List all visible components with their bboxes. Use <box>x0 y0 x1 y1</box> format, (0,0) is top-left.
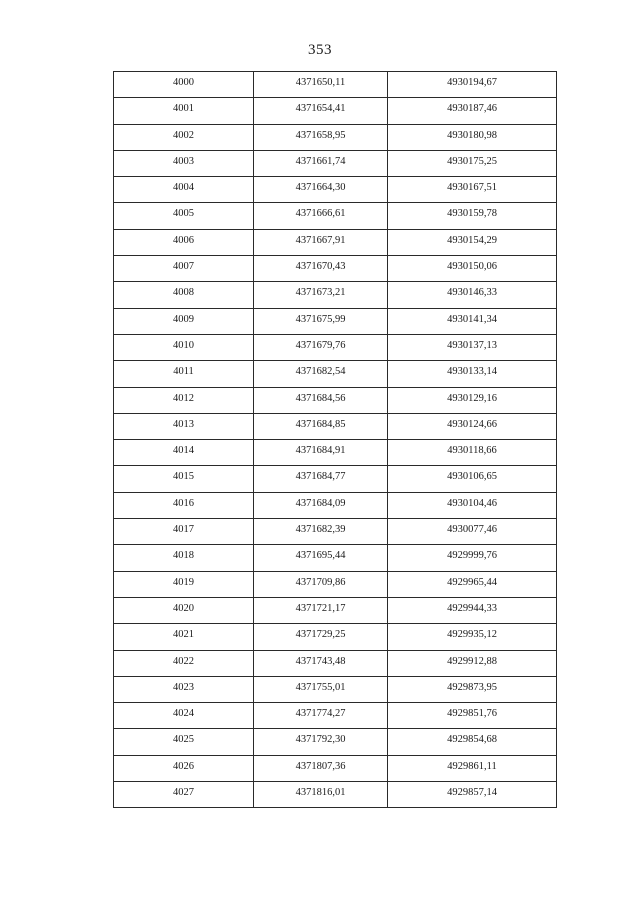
x-coordinate-cell: 4371682,54 <box>254 361 388 387</box>
x-coordinate-cell: 4371743,48 <box>254 650 388 676</box>
point-number-cell: 4021 <box>114 624 254 650</box>
x-coordinate-cell: 4371721,17 <box>254 597 388 623</box>
table-body <box>114 72 557 808</box>
point-number-cell: 4009 <box>114 308 254 334</box>
y-coordinate-cell: 4930077,46 <box>388 519 557 545</box>
x-coordinate-cell: 4371684,91 <box>254 440 388 466</box>
y-coordinate-cell: 4929854,68 <box>388 729 557 755</box>
table-row <box>114 308 557 334</box>
y-coordinate-cell: 4930104,46 <box>388 492 557 518</box>
x-coordinate-cell: 4371729,25 <box>254 624 388 650</box>
y-coordinate-cell: 4930129,16 <box>388 387 557 413</box>
y-coordinate-cell: 4930141,34 <box>388 308 557 334</box>
table-row <box>114 519 557 545</box>
table-row <box>114 282 557 308</box>
point-number-cell: 4002 <box>114 124 254 150</box>
table-row <box>114 545 557 571</box>
table-row <box>114 256 557 282</box>
table-row <box>114 203 557 229</box>
table-row <box>114 98 557 124</box>
table-row <box>114 676 557 702</box>
y-coordinate-cell: 4930124,66 <box>388 413 557 439</box>
table-row <box>114 571 557 597</box>
point-number-cell: 4026 <box>114 755 254 781</box>
y-coordinate-cell: 4929965,44 <box>388 571 557 597</box>
point-number-cell: 4008 <box>114 282 254 308</box>
x-coordinate-cell: 4371792,30 <box>254 729 388 755</box>
x-coordinate-cell: 4371755,01 <box>254 676 388 702</box>
table-row <box>114 650 557 676</box>
y-coordinate-cell: 4929873,95 <box>388 676 557 702</box>
x-coordinate-cell: 4371666,61 <box>254 203 388 229</box>
table-row <box>114 387 557 413</box>
x-coordinate-cell: 4371664,30 <box>254 177 388 203</box>
point-number-cell: 4011 <box>114 361 254 387</box>
x-coordinate-cell: 4371667,91 <box>254 229 388 255</box>
x-coordinate-cell: 4371658,95 <box>254 124 388 150</box>
x-coordinate-cell: 4371654,41 <box>254 98 388 124</box>
x-coordinate-cell: 4371679,76 <box>254 334 388 360</box>
y-coordinate-cell: 4930180,98 <box>388 124 557 150</box>
y-coordinate-cell: 4930194,67 <box>388 72 557 98</box>
x-coordinate-cell: 4371675,99 <box>254 308 388 334</box>
x-coordinate-cell: 4371684,09 <box>254 492 388 518</box>
x-coordinate-cell: 4371807,36 <box>254 755 388 781</box>
y-coordinate-cell: 4930167,51 <box>388 177 557 203</box>
y-coordinate-cell: 4929857,14 <box>388 782 557 808</box>
table-row <box>114 755 557 781</box>
y-coordinate-cell: 4930159,78 <box>388 203 557 229</box>
x-coordinate-cell: 4371695,44 <box>254 545 388 571</box>
y-coordinate-cell: 4929912,88 <box>388 650 557 676</box>
point-number-cell: 4019 <box>114 571 254 597</box>
point-number-cell: 4023 <box>114 676 254 702</box>
y-coordinate-cell: 4930187,46 <box>388 98 557 124</box>
point-number-cell: 4020 <box>114 597 254 623</box>
y-coordinate-cell: 4930118,66 <box>388 440 557 466</box>
x-coordinate-cell: 4371709,86 <box>254 571 388 597</box>
point-number-cell: 4027 <box>114 782 254 808</box>
x-coordinate-cell: 4371682,39 <box>254 519 388 545</box>
point-number-cell: 4017 <box>114 519 254 545</box>
table-row <box>114 466 557 492</box>
point-number-cell: 4003 <box>114 150 254 176</box>
point-number-cell: 4005 <box>114 203 254 229</box>
point-number-cell: 4018 <box>114 545 254 571</box>
point-number-cell: 4007 <box>114 256 254 282</box>
point-number-cell: 4012 <box>114 387 254 413</box>
table-row <box>114 177 557 203</box>
x-coordinate-cell: 4371684,56 <box>254 387 388 413</box>
y-coordinate-cell: 4929861,11 <box>388 755 557 781</box>
y-coordinate-cell: 4930175,25 <box>388 150 557 176</box>
y-coordinate-cell: 4930150,06 <box>388 256 557 282</box>
table-row <box>114 624 557 650</box>
table-row <box>114 597 557 623</box>
table-row <box>114 124 557 150</box>
table-row <box>114 413 557 439</box>
point-number-cell: 4013 <box>114 413 254 439</box>
y-coordinate-cell: 4930154,29 <box>388 229 557 255</box>
point-number-cell: 4022 <box>114 650 254 676</box>
x-coordinate-cell: 4371684,85 <box>254 413 388 439</box>
point-number-cell: 4006 <box>114 229 254 255</box>
x-coordinate-cell: 4371673,21 <box>254 282 388 308</box>
y-coordinate-cell: 4929851,76 <box>388 703 557 729</box>
page-number: 353 <box>308 42 332 58</box>
x-coordinate-cell: 4371650,11 <box>254 72 388 98</box>
table-row <box>114 229 557 255</box>
x-coordinate-cell: 4371670,43 <box>254 256 388 282</box>
table-row <box>114 150 557 176</box>
y-coordinate-cell: 4930137,13 <box>388 334 557 360</box>
point-number-cell: 4001 <box>114 98 254 124</box>
table-row <box>114 72 557 98</box>
x-coordinate-cell: 4371774,27 <box>254 703 388 729</box>
table-row <box>114 334 557 360</box>
point-number-cell: 4010 <box>114 334 254 360</box>
x-coordinate-cell: 4371661,74 <box>254 150 388 176</box>
point-number-cell: 4015 <box>114 466 254 492</box>
y-coordinate-cell: 4929999,76 <box>388 545 557 571</box>
table-row <box>114 361 557 387</box>
point-number-cell: 4014 <box>114 440 254 466</box>
point-number-cell: 4000 <box>114 72 254 98</box>
y-coordinate-cell: 4929935,12 <box>388 624 557 650</box>
y-coordinate-cell: 4930106,65 <box>388 466 557 492</box>
table-row <box>114 782 557 808</box>
x-coordinate-cell: 4371684,77 <box>254 466 388 492</box>
point-number-cell: 4025 <box>114 729 254 755</box>
y-coordinate-cell: 4929944,33 <box>388 597 557 623</box>
coordinates-table <box>113 71 557 808</box>
y-coordinate-cell: 4930133,14 <box>388 361 557 387</box>
table-row <box>114 729 557 755</box>
table-row <box>114 492 557 518</box>
point-number-cell: 4024 <box>114 703 254 729</box>
point-number-cell: 4016 <box>114 492 254 518</box>
table-row <box>114 703 557 729</box>
table-row <box>114 440 557 466</box>
x-coordinate-cell: 4371816,01 <box>254 782 388 808</box>
point-number-cell: 4004 <box>114 177 254 203</box>
y-coordinate-cell: 4930146,33 <box>388 282 557 308</box>
